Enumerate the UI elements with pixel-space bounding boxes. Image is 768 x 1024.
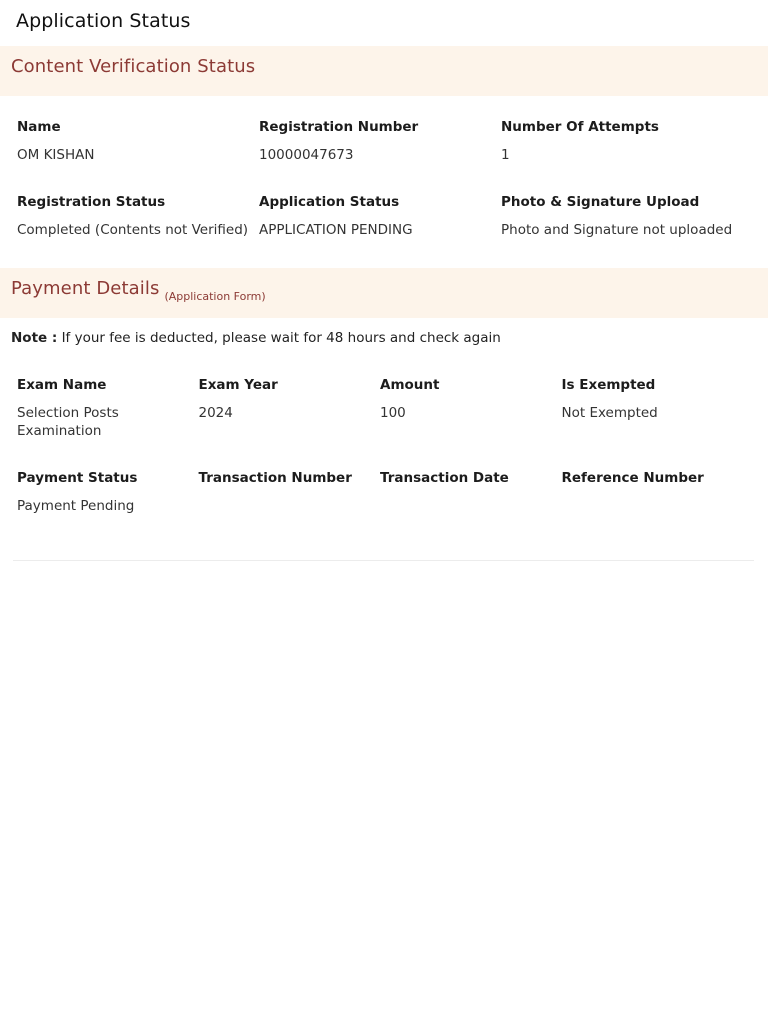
field-value: Payment Pending [17,498,135,514]
payment-details-header [0,268,768,318]
field-transaction-date [380,469,562,539]
content-verification-row-2 [0,193,768,268]
payment-details-row-2 [0,469,768,539]
field-label: Number Of Attempts [501,119,659,135]
field-value: APPLICATION PENDING [259,222,413,238]
field-label: Is Exempted [561,377,656,393]
section-divider [13,560,754,561]
content-verification-row-1 [0,118,768,193]
field-value: 2024 [198,405,233,421]
payment-details-subtitle: (Application Form) [164,290,266,303]
field-label: Transaction Number [198,470,352,486]
field-label: Amount [380,377,440,393]
payment-note [0,318,768,362]
content-verification-details [0,96,768,268]
field-value: Photo and Signature not uploaded [501,222,733,238]
field-application-status [259,193,501,268]
field-label: Registration Number [259,119,419,135]
field-value: 10000047673 [259,147,354,163]
field-name [17,118,259,193]
field-label: Registration Status [17,194,166,210]
field-value: Completed (Contents not Verified) [17,222,249,238]
field-label: Application Status [259,194,400,210]
note-label: Note : [11,330,58,346]
field-value: 100 [380,405,406,421]
field-amount [380,376,562,469]
field-label: Exam Year [198,377,278,393]
page-title: Application Status [16,10,191,32]
field-label: Name [17,119,61,135]
field-value: 1 [501,147,510,163]
field-exam-year [199,376,381,469]
field-value: Not Exempted [561,405,658,421]
note-text: If your fee is deducted, please wait for 48 hours and check again [57,330,501,346]
payment-details-title: Payment Details [11,278,160,299]
field-payment-status [17,469,199,539]
field-photo-signature-upload [501,193,743,268]
payment-details-row-1 [0,376,768,469]
field-exam-name [17,376,199,469]
field-registration-number [259,118,501,193]
content-verification-title: Content Verification Status [11,56,256,77]
payment-details-grid [0,362,768,539]
field-label: Reference Number [561,470,704,486]
field-value: OM KISHAN [17,147,95,163]
field-registration-status [17,193,259,268]
field-label: Exam Name [17,377,107,393]
field-is-exempted [562,376,744,469]
field-value: Selection Posts Examination [17,405,119,439]
field-label: Transaction Date [380,470,509,486]
field-reference-number [562,469,744,539]
field-label: Photo & Signature Upload [501,194,700,210]
field-number-of-attempts [501,118,743,193]
content-verification-header [0,46,768,96]
field-transaction-number [199,469,381,539]
field-label: Payment Status [17,470,138,486]
